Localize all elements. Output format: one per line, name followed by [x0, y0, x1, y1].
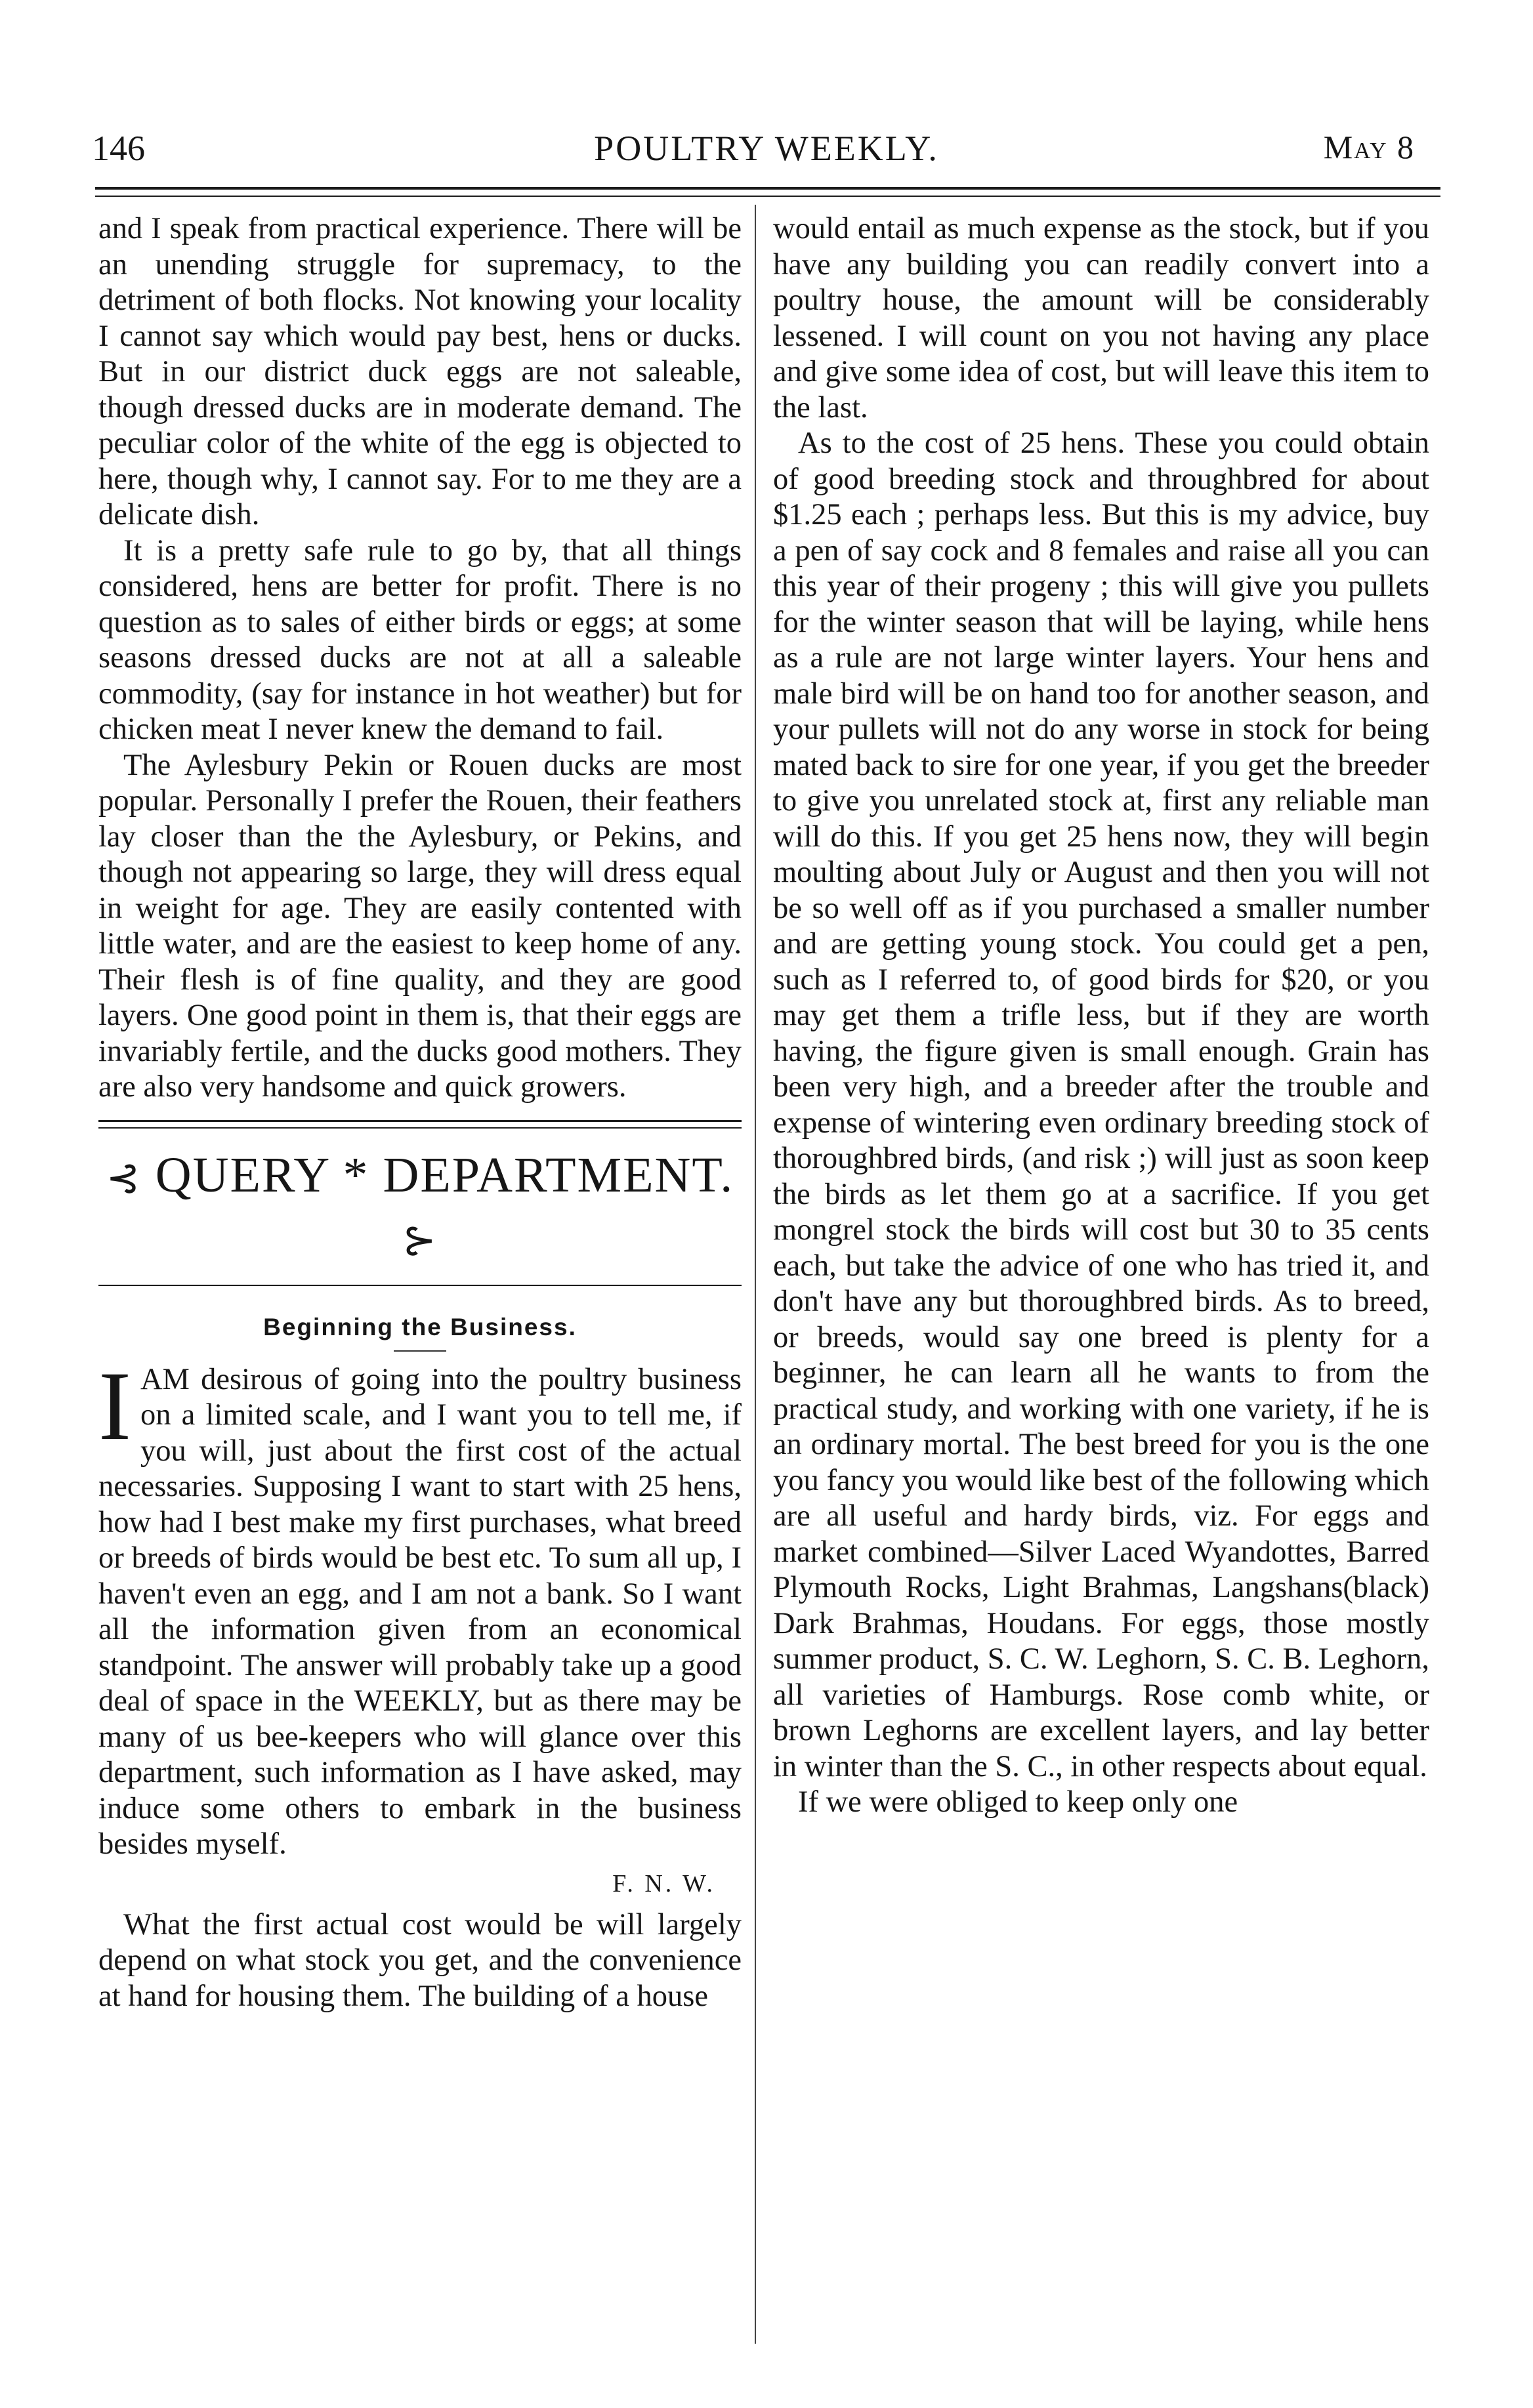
department-rule-top-thin — [98, 1127, 742, 1129]
left-paragraph-1: and I speak from practical experience. There will be an unending struggle for supremacy, to the detriment of both flocks. Not knowing your locality I cannot say which would pay best, hens or ducks. But in our district duck eggs are not saleable, though dressed ducks are in moderate demand. The peculiar color of the white of the egg is objected to here, though why, I cannot say. For to me they are a delicate dish. — [98, 212, 742, 531]
right-paragraph-1: would entail as much expense as the stock, but if you have any building you can readily convert into a poultry house, the amount will be considerably lessened. I will count on you not having any place and give some idea of cost, but will leave this item to the last. — [773, 212, 1429, 425]
running-head — [0, 128, 1533, 174]
left-column — [98, 211, 742, 2014]
left-paragraph-2: It is a pretty safe rule to go by, that all things considered, hens are better for profit. There is no question as to sales of either birds or eggs; at some seasons dressed ducks are not at all a saleable commodity, (say for instance in hot weather) but for chicken meat I never knew the demand to fail. — [98, 533, 742, 746]
column-divider — [755, 205, 756, 2344]
page-number: 146 — [92, 129, 145, 168]
drop-cap: I — [98, 1351, 131, 1461]
right-paragraph-2: As to the cost of 25 hens. These you could obtain of good breeding stock and throughbred for about $1.25 each ; perhaps less. But this is my advice, buy a pen of say cock and 8 females and raise all you can this year of their progeny ; this will give you pullets for the winter season that will be laying, while hens as a rule are not large winter layers. Your hens and male bird will be on hand too for another season, and your pullets will not do any worse in stock for being mated back to sire for one year, if you get the breeder to give you unrelated stock at, first any reliable man will do this. If you get 25 hens now, they will begin moulting about July or August and then you will not be so well off as if you purchased a smaller number and are getting young stock. You could get a pen, such as I referred to, of good birds for $20, or you may get them a trifle less, but if they are worth having, the figure given is small enough. Grain has been very high, and a breeder after the trouble and expense of wintering even ordinary breeding stock of thoroughbred birds, (and risk ;) will just as soon keep the birds as let them go at a sacrifice. If you get mongrel stock the birds will cost but 30 to 35 cents each, but take the advice of one who has tried it, and don't have any but thoroughbred birds. As to breed, or breeds, would say one breed is plenty for a beginner, he can learn all he wants to from the practical study, and working with one variety, if he is an ordinary mortal. The best breed for you is the one you fancy you would like best of the following which are all useful and hardy birds, viz. For eggs and market combined—Silver Laced Wyandottes, Barred Plymouth Rocks, Light Brahmas, Langshans(black) Dark Brahmas, Houdans. For eggs, those mostly summer product, S. C. W. Leghorn, S. C. B. Leghorn, all varieties of Hamburgs. Rose comb white, or brown Leghorns are excellent layers, and lay better in winter than the S. C., in other respects about equal. — [773, 426, 1429, 1783]
ornament-left-icon: ⊰ — [106, 1155, 142, 1201]
header-rule-thin — [95, 196, 1440, 197]
department-rule-top — [98, 1120, 742, 1122]
answer-paragraph-1: What the first actual cost would be will largely depend on what stock you get, and the convenience at hand for housing them. The building of a house — [98, 1907, 742, 2013]
letter-body: AM desirous of going into the poultry business on a limited scale, and I want you to tell me, if you will, just about the first cost of the actual necessaries. Supposing I want to start with 25 hens, how had I best make my first purchases, what breed or breeds of birds would be best etc. To sum all up, I haven't even an egg, and I am not a bank. So I want all the information given from an economical standpoint. The answer will probably take up a good deal of space in the WEEKLY, but as there may be many of us bee-keepers who will glance over this department, such information as I have asked, may induce some others to embark in the business besides myself. — [98, 1362, 742, 1861]
department-rule-bottom — [98, 1285, 742, 1286]
issue-date: May 8 — [1323, 129, 1415, 165]
right-column — [773, 211, 1429, 1821]
title-rule — [394, 1350, 446, 1352]
article-title: Beginning the Business. — [263, 1313, 577, 1340]
header-rule — [95, 187, 1440, 190]
letter-signature: F. N. W. — [612, 1869, 715, 1898]
ornament-right-icon: ⊱ — [402, 1218, 438, 1263]
right-paragraph-3: If we were obliged to keep only one — [798, 1785, 1238, 1819]
department-heading — [98, 1146, 742, 1270]
reader-letter — [98, 1351, 742, 1863]
journal-title: POULTRY WEEKLY. — [594, 129, 939, 168]
department-title: QUERY * DEPARTMENT. — [155, 1147, 734, 1203]
left-paragraph-3: The Aylesbury Pekin or Rouen ducks are most popular. Personally I prefer the Rouen, their feathers lay closer than the the Aylesbury, or Pekins, and though not appearing so large, they will dress equal in weight for age. They are easily contented with little water, and are the easiest to keep home of any. Their flesh is of fine quality, and they are good layers. One good point in them is, that their eggs are invariably fertile, and the ducks good mothers. They are also very handsome and quick growers. — [98, 748, 742, 1104]
